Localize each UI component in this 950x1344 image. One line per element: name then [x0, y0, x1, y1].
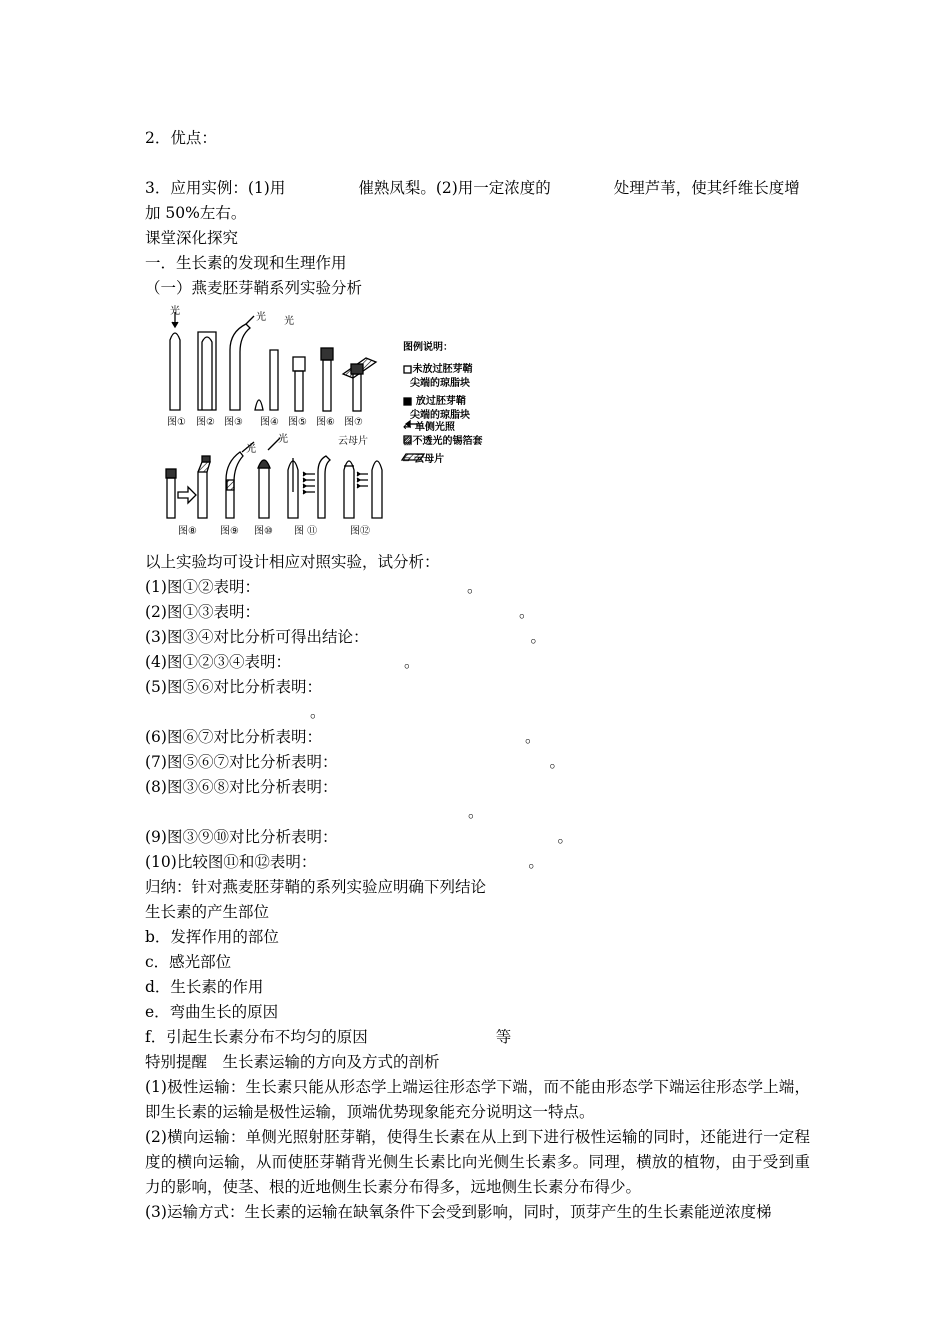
- question-text: (6)图⑥⑦对比分析表明：: [145, 728, 322, 746]
- legend-item: 尖端的琼脂块: [410, 378, 470, 389]
- section-heading: 特别提醒 生长素运输的方向及方式的剖析: [145, 1053, 440, 1071]
- figure-label: 图③: [224, 417, 243, 428]
- period: 。: [528, 853, 544, 871]
- figure-label: 图⑩: [254, 526, 273, 537]
- text-segment: 处理芦苇，使其纤维长度增: [613, 179, 800, 197]
- figure-label: 图⑧: [178, 526, 197, 537]
- question-text: (3)图③④对比分析可得出结论：: [145, 628, 369, 646]
- light-label: 光: [284, 316, 294, 327]
- light-label: 光: [256, 312, 266, 323]
- period: 。: [530, 628, 546, 646]
- question-line: [145, 750, 565, 775]
- paragraph: (2)横向运输：单侧光照射胚芽鞘，使得生长素在从上到下进行极性运输的同时，还能进行一定程度的横向运输，从而使胚芽鞘背光侧生长素比向光侧生长素多。同理，横放的植物，由于受到重力的影响，使茎、根的近地侧生长素分布得多，远地侧生长素分布得少。: [145, 1128, 810, 1196]
- figure-label: 图⑫: [350, 526, 370, 537]
- question-line: [145, 575, 482, 600]
- text-segment: 3．应用实例：(1)用: [145, 179, 286, 197]
- period: 。: [557, 828, 573, 846]
- text-line: [145, 1025, 511, 1050]
- question-text: (7)图⑤⑥⑦对比分析表明：: [145, 753, 338, 771]
- period: 。: [524, 728, 541, 746]
- question-text: (1)图①②表明：: [145, 578, 260, 596]
- figure-label: 图⑤: [288, 417, 307, 428]
- paragraph: (3)运输方式：生长素的运输在缺氧条件下会受到影响，同时，顶芽产生的生长素能逆浓度梯: [145, 1203, 772, 1221]
- figure-label: 图①: [167, 417, 186, 428]
- question-text: (10)比较图⑪和⑫表明：: [145, 853, 317, 871]
- text-line: 加 50%左右。: [145, 204, 247, 222]
- text-line: [145, 176, 800, 201]
- section-heading: 课堂深化探究: [145, 229, 239, 247]
- figure-label: 图 ⑪: [294, 526, 318, 537]
- figure-label: 图④: [260, 417, 279, 428]
- text-segment: 催熟凤梨。(2)用一定浓度的: [358, 179, 551, 197]
- period: 。: [466, 578, 483, 596]
- period: 。: [468, 803, 484, 821]
- text-line: c．感光部位: [145, 953, 232, 971]
- question-line: [145, 650, 419, 675]
- legend-item: ← 单侧光照: [403, 422, 455, 433]
- light-label: 光: [278, 434, 288, 445]
- figure-label: 图⑥: [316, 417, 335, 428]
- question-line: [145, 850, 544, 875]
- legend-item: 尖端的琼脂块: [410, 410, 470, 421]
- question-line: [145, 725, 540, 750]
- section-heading: （一）燕麦胚芽鞘系列实验分析: [145, 279, 363, 297]
- period: 。: [518, 603, 535, 621]
- figure-label: 图⑨: [220, 526, 239, 537]
- question-line: (5)图⑤⑥对比分析表明：: [145, 678, 322, 696]
- legend-title: 图例说明：: [403, 342, 453, 353]
- question-text: (2)图①③表明：: [145, 603, 260, 621]
- legend-item: ▱ 云母片: [403, 454, 445, 465]
- question-line: (8)图③⑥⑧对比分析表明：: [145, 778, 338, 796]
- text-segment: 等: [495, 1028, 512, 1046]
- text-line: b．发挥作用的部位: [145, 928, 279, 946]
- text-line: d．生长素的作用: [145, 978, 264, 996]
- text-line: e．弯曲生长的原因: [145, 1003, 279, 1021]
- question-text: (9)图③⑨⑩对比分析表明：: [145, 828, 338, 846]
- light-label: 光: [170, 306, 180, 317]
- text-segment: f．引起生长素分布不均匀的原因: [145, 1028, 368, 1046]
- oat-coleoptile-experiment-figure: [158, 302, 498, 540]
- mica-label: 云母片: [338, 436, 368, 447]
- figure-label: 图②: [196, 417, 215, 428]
- period: 。: [310, 703, 326, 721]
- light-label: 光: [246, 444, 256, 455]
- legend-item: ■ 放过胚芽鞘: [403, 396, 466, 407]
- text-line: 生长素的产生部位: [145, 903, 270, 921]
- section-heading: 一．生长素的发现和生理作用: [145, 254, 347, 272]
- text-line: 2．优点：: [145, 129, 217, 147]
- period: 。: [403, 653, 420, 671]
- question-line: [145, 625, 546, 650]
- paragraph: (1)极性运输：生长素只能从形态学上端运往形态学下端，而不能由形态学下端运往形态学上端，即生长素的运输是极性运输，顶端优势现象能充分说明这一特点。: [145, 1078, 810, 1121]
- period: 。: [549, 753, 565, 771]
- figure-label: 图⑦: [344, 417, 363, 428]
- question-line: [145, 825, 573, 850]
- legend-item: ▨不透光的锡箔套: [403, 436, 483, 447]
- question-line: [145, 600, 534, 625]
- text-line: 以上实验均可设计相应对照实验，试分析：: [145, 553, 440, 571]
- legend-item: □未放过胚芽鞘: [403, 364, 473, 375]
- question-text: (4)图①②③④表明：: [145, 653, 291, 671]
- text-line: 归纳：针对燕麦胚芽鞘的系列实验应明确下列结论: [145, 878, 487, 896]
